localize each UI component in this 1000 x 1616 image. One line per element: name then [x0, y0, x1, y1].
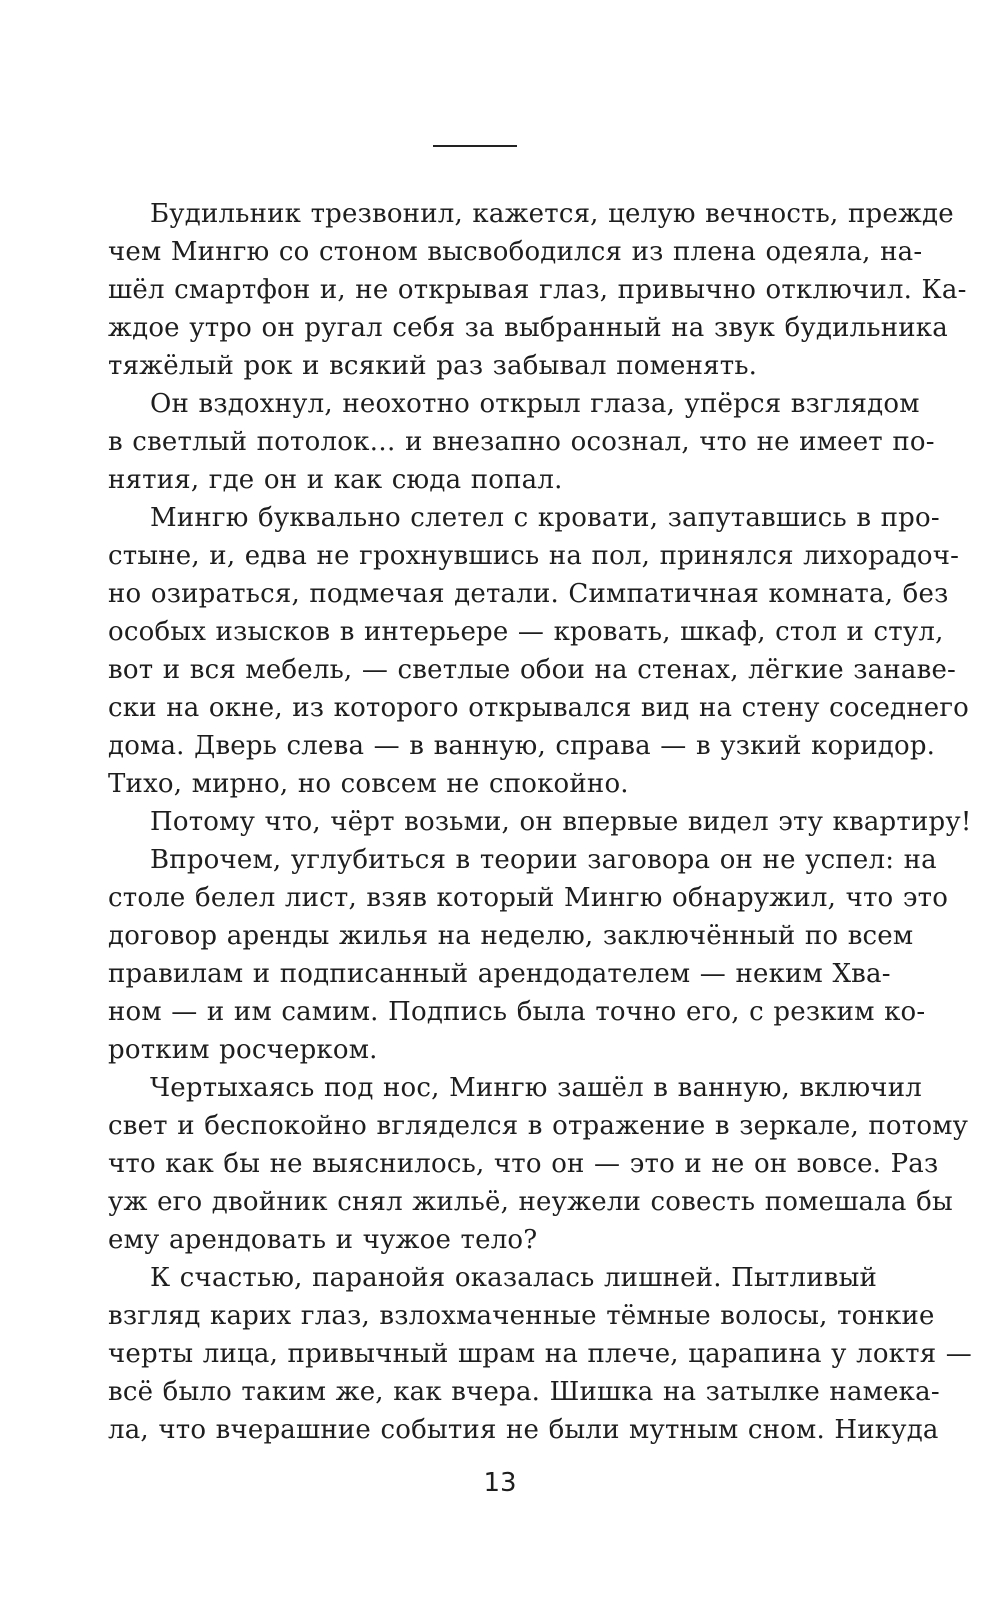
text-line: Потому что, чёрт возьми, он впервые видел эту квартиру!	[150, 807, 972, 837]
text-line: всё было таким же, как вчера. Шишка на затылке намека-	[108, 1377, 940, 1407]
text-line: Будильник трезвонил, кажется, целую вечность, прежде	[150, 199, 954, 229]
page-number: 13	[483, 1468, 517, 1498]
paragraph	[108, 803, 972, 841]
text-line: нятия, где он и как сюда попал.	[108, 465, 563, 495]
text-line: черты лица, привычный шрам на плече, царапина у локтя —	[108, 1339, 972, 1369]
text-line: дома. Дверь слева — в ванную, справа — в узкий коридор.	[108, 731, 936, 761]
text-line: Впрочем, углубиться в теории заговора он не успел: на	[150, 845, 937, 875]
text-line: Чертыхаясь под нос, Мингю зашёл в ванную, включил	[150, 1073, 922, 1103]
text-line: ски на окне, из которого открывался вид на стену соседнего	[108, 693, 970, 723]
paragraph	[108, 1069, 969, 1259]
text-line: тяжёлый рок и всякий раз забывал поменять.	[108, 351, 758, 381]
text-line: уж его двойник снял жильё, неужели совесть помешала бы	[108, 1187, 953, 1217]
text-line: Мингю буквально слетел с кровати, запутавшись в про-	[150, 503, 940, 533]
text-line: ротким росчерком.	[108, 1035, 378, 1065]
text-line: особых изысков в интерьере — кровать, шкаф, стол и стул,	[108, 617, 944, 647]
text-line: Он вздохнул, неохотно открыл глаза, упёрся взглядом	[150, 389, 920, 419]
paragraph	[108, 195, 967, 385]
text-line: правилам и подписанный арендодателем — неким Хва-	[108, 959, 891, 989]
text-line: ном — и им самим. Подпись была точно его, с резким ко-	[108, 997, 926, 1027]
paragraph	[108, 385, 935, 499]
text-line: что как бы не выяснилось, что он — это и не он вовсе. Раз	[108, 1149, 939, 1179]
text-line: стыне, и, едва не грохнувшись на пол, принялся лихорадоч-	[108, 541, 960, 571]
text-line: вот и вся мебель, — светлые обои на стенах, лёгкие занаве-	[108, 655, 957, 685]
text-line: договор аренды жилья на неделю, заключённый по всем	[108, 921, 914, 951]
text-line: ла, что вчерашние события не были мутным сном. Никуда	[108, 1415, 939, 1445]
text-line: ему арендовать и чужое тело?	[108, 1225, 538, 1255]
text-line: свет и беспокойно вгляделся в отражение в зеркале, потому	[108, 1111, 969, 1141]
body-text	[108, 195, 972, 1449]
section-divider	[433, 145, 517, 147]
text-line: взгляд карих глаз, взлохмаченные тёмные волосы, тонкие	[108, 1301, 935, 1331]
text-line: столе белел лист, взяв который Мингю обнаружил, что это	[108, 883, 949, 913]
text-line: Тихо, мирно, но совсем не спокойно.	[108, 769, 629, 799]
text-line: шёл смартфон и, не открывая глаз, привычно отключил. Ка-	[108, 275, 967, 305]
paragraph	[108, 841, 949, 1069]
text-line: К счастью, паранойя оказалась лишней. Пытливый	[150, 1263, 877, 1293]
paragraph	[108, 499, 970, 803]
text-line: чем Мингю со стоном высвободился из плена одеяла, на-	[108, 237, 923, 267]
text-line: в светлый потолок… и внезапно осознал, что не имеет по-	[108, 427, 935, 457]
text-line: ждое утро он ругал себя за выбранный на звук будильника	[108, 313, 948, 343]
text-line: но озираться, подмечая детали. Симпатичная комната, без	[108, 579, 949, 609]
paragraph	[108, 1259, 972, 1449]
